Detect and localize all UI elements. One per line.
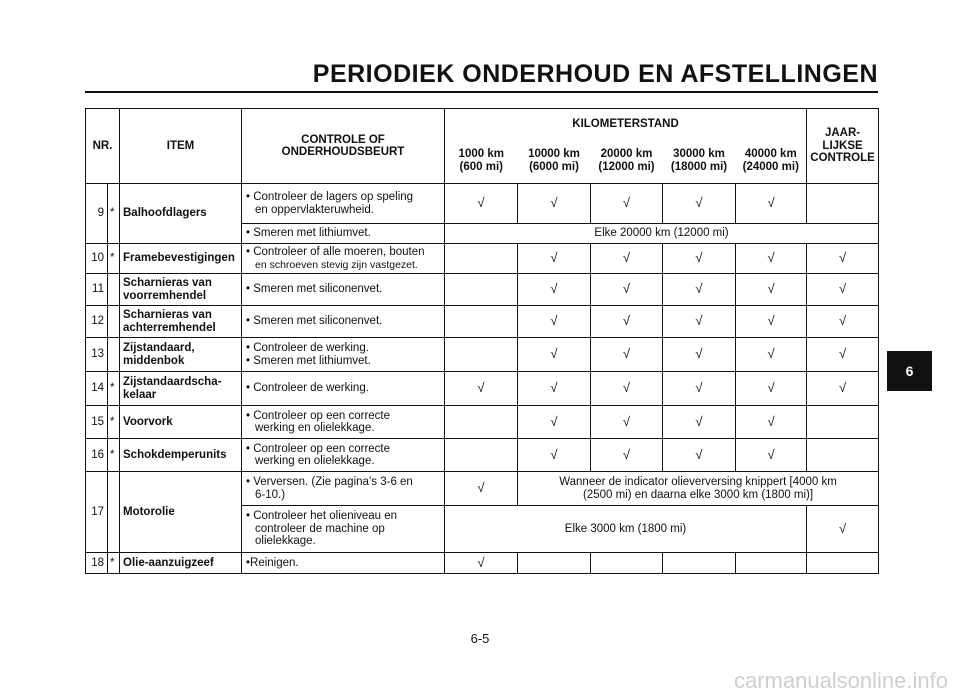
item-line: voorremhendel [123, 289, 207, 302]
empty-cell [518, 553, 591, 574]
controle-line: olielekkage. [255, 535, 316, 548]
row-item [120, 274, 242, 306]
item-line: kelaar [123, 388, 157, 401]
check-mark: √ [663, 306, 736, 338]
page-title: PERIODIEK ONDERHOUD EN AFSTELLINGEN [312, 60, 878, 88]
interval-span: Elke 20000 km (12000 mi) [445, 224, 879, 244]
row-controle: • Controleer de werking. [242, 372, 445, 406]
check-mark: √ [663, 406, 736, 439]
check-mark: √ [736, 244, 807, 274]
odo-km: 10000 km [528, 148, 580, 161]
check-mark: √ [663, 274, 736, 306]
row-item: Balhoofdlagers [120, 184, 242, 244]
row-item: Schokdemperunits [120, 439, 242, 472]
page-number: 6-5 [470, 631, 490, 646]
empty-cell [445, 274, 518, 306]
check-mark: √ [445, 553, 518, 574]
check-mark: √ [807, 338, 879, 372]
table-row-11 [86, 274, 879, 306]
odo-km: 1000 km [458, 148, 504, 161]
empty-cell [445, 338, 518, 372]
check-mark: √ [736, 306, 807, 338]
row-star [108, 274, 120, 306]
check-mark: √ [591, 406, 663, 439]
empty-cell [807, 553, 879, 574]
row-item [120, 306, 242, 338]
row-number: 10 [86, 244, 108, 274]
check-mark: √ [663, 338, 736, 372]
item-line: Scharnieras van [123, 277, 212, 289]
empty-cell [807, 406, 879, 439]
check-mark: √ [591, 244, 663, 274]
empty-cell [591, 553, 663, 574]
odo-mi: (600 mi) [459, 160, 503, 173]
row-number: 18 [86, 553, 108, 574]
empty-cell [445, 439, 518, 472]
item-line: achterremhendel [123, 321, 216, 334]
check-mark: √ [807, 274, 879, 306]
row-star [108, 338, 120, 372]
interval-span: Elke 3000 km (1800 mi) [445, 506, 807, 553]
item-line: Zijstandaardscha- [123, 376, 222, 388]
row-star: * [108, 439, 120, 472]
odo-km: 20000 km [600, 148, 653, 161]
title-rule [85, 91, 878, 93]
check-mark: √ [807, 506, 879, 553]
controle-line: • Controleer de lagers op speling [246, 191, 414, 203]
check-mark: √ [591, 184, 663, 224]
header-controle-l1: CONTROLE OF [301, 133, 385, 146]
row-star [108, 306, 120, 338]
odo-mi: (6000 mi) [529, 160, 579, 173]
row-controle [242, 439, 445, 472]
check-mark: √ [736, 274, 807, 306]
controle-line: 6-10.) [255, 488, 286, 501]
table-row-16 [86, 439, 879, 472]
row-controle: • Smeren met siliconenvet. [242, 274, 445, 306]
controle-line: • Controleer de werking. [246, 342, 369, 354]
check-mark: √ [518, 184, 591, 224]
maintenance-table [85, 108, 879, 574]
check-mark: √ [807, 372, 879, 406]
odo-30000 [663, 139, 736, 184]
row-controle: • Smeren met siliconenvet. [242, 306, 445, 338]
empty-cell [807, 184, 879, 224]
row-item: Olie-aanzuigzeef [120, 553, 242, 574]
check-mark: √ [445, 372, 518, 406]
interval-line: Wanneer de indicator olieverversing knippert [4000 km [559, 476, 837, 488]
controle-line: werking en olielekkage. [255, 455, 375, 467]
check-mark: √ [518, 274, 591, 306]
odo-20000 [591, 139, 663, 184]
header-row-1 [86, 109, 879, 139]
header-jaar-l1: JAAR- [824, 127, 861, 140]
check-mark: √ [518, 306, 591, 338]
row-number: 16 [86, 439, 108, 472]
row-controle [242, 338, 445, 372]
empty-cell [445, 244, 518, 274]
check-mark: √ [591, 372, 663, 406]
odo-mi: (18000 mi) [670, 160, 728, 173]
header-kilometerstand: KILOMETERSTAND [445, 109, 807, 139]
check-mark: √ [518, 406, 591, 439]
row-number: 13 [86, 338, 108, 372]
check-mark: √ [663, 184, 736, 224]
check-mark: √ [445, 184, 518, 224]
controle-line: werking en olielekkage. [255, 422, 375, 434]
watermark: carmanualsonline.info [733, 668, 948, 693]
odo-mi: (12000 mi) [598, 160, 655, 173]
row-star: * [108, 553, 120, 574]
item-line: Zijstandaard, [123, 342, 195, 354]
header-item: ITEM [120, 109, 242, 184]
row-star: * [108, 372, 120, 406]
controle-line: • Controleer of alle moeren, bouten [246, 246, 425, 258]
row-controle [242, 472, 445, 506]
check-mark: √ [518, 338, 591, 372]
odo-10000 [518, 139, 591, 184]
row-number: 14 [86, 372, 108, 406]
controle-line: • Smeren met lithiumvet. [246, 354, 371, 367]
check-mark: √ [663, 372, 736, 406]
header-controle [242, 109, 445, 184]
row-item: Motorolie [120, 472, 242, 553]
row-number: 9 [86, 184, 108, 244]
empty-cell [736, 553, 807, 574]
controle-line: • Controleer op een correcte [246, 442, 391, 455]
odo-mi: (24000 mi) [742, 160, 799, 173]
controle-line: • Controleer op een correcte [246, 409, 391, 422]
header-controle-l2: ONDERHOUDSBEURT [281, 146, 405, 158]
check-mark: √ [518, 372, 591, 406]
row-star: * [108, 184, 120, 244]
check-mark: √ [663, 439, 736, 472]
header-jaar-l2: LIJKSE [822, 139, 863, 152]
row-star: * [108, 244, 120, 274]
check-mark: √ [736, 184, 807, 224]
controle-line: • Controleer het olieniveau en [246, 510, 398, 523]
row-item: Voorvork [120, 406, 242, 439]
row-controle [242, 184, 445, 224]
check-mark: √ [663, 244, 736, 274]
table-row-18 [86, 553, 879, 574]
check-mark: √ [736, 406, 807, 439]
odo-km: 40000 km [744, 148, 797, 161]
check-mark: √ [736, 338, 807, 372]
check-mark: √ [807, 244, 879, 274]
header-jaarlijkse [807, 109, 879, 184]
check-mark: √ [591, 306, 663, 338]
empty-cell [445, 406, 518, 439]
check-mark: √ [591, 274, 663, 306]
table-row-9 [86, 184, 879, 224]
check-mark: √ [736, 372, 807, 406]
check-mark: √ [736, 439, 807, 472]
check-mark: √ [445, 472, 518, 506]
check-mark: √ [518, 244, 591, 274]
odo-40000 [736, 139, 807, 184]
row-item [120, 338, 242, 372]
odo-km: 30000 km [673, 148, 725, 161]
empty-cell [445, 306, 518, 338]
controle-line: en schroeven stevig zijn vastgezet. [255, 258, 418, 271]
row-number: 15 [86, 406, 108, 439]
row-controle [242, 244, 445, 274]
chapter-tab: 6 [887, 351, 932, 391]
interval-span [518, 472, 879, 506]
table-row-14 [86, 372, 879, 406]
row-star: * [108, 406, 120, 439]
row-controle: •Reinigen. [242, 553, 445, 574]
header-jaar-l3: CONTROLE [810, 152, 875, 165]
controle-line: en oppervlakteruwheid. [255, 203, 374, 216]
header-nr: NR. [86, 109, 120, 184]
controle-line: controleer de machine op [255, 522, 385, 535]
table-row-12 [86, 306, 879, 338]
table-row-17 [86, 472, 879, 506]
empty-cell [807, 439, 879, 472]
check-mark: √ [807, 306, 879, 338]
row-star [108, 472, 120, 553]
row-item: Framebevestigingen [120, 244, 242, 274]
interval-line: (2500 mi) en daarna elke 3000 km (1800 mi)] [582, 488, 814, 501]
row-controle [242, 506, 445, 553]
row-number: 17 [86, 472, 108, 553]
table-row-13 [86, 338, 879, 372]
item-line: Scharnieras van [123, 309, 212, 321]
check-mark: √ [591, 439, 663, 472]
table-row-15 [86, 406, 879, 439]
item-line: middenbok [123, 354, 185, 367]
controle-line: • Verversen. (Zie pagina’s 3-6 en [246, 476, 413, 488]
odo-1000 [445, 139, 518, 184]
row-number: 12 [86, 306, 108, 338]
check-mark: √ [518, 439, 591, 472]
empty-cell [663, 553, 736, 574]
check-mark: √ [591, 338, 663, 372]
row-item [120, 372, 242, 406]
table-row-10 [86, 244, 879, 274]
row-controle [242, 406, 445, 439]
row-controle: • Smeren met lithiumvet. [242, 224, 445, 244]
row-number: 11 [86, 274, 108, 306]
